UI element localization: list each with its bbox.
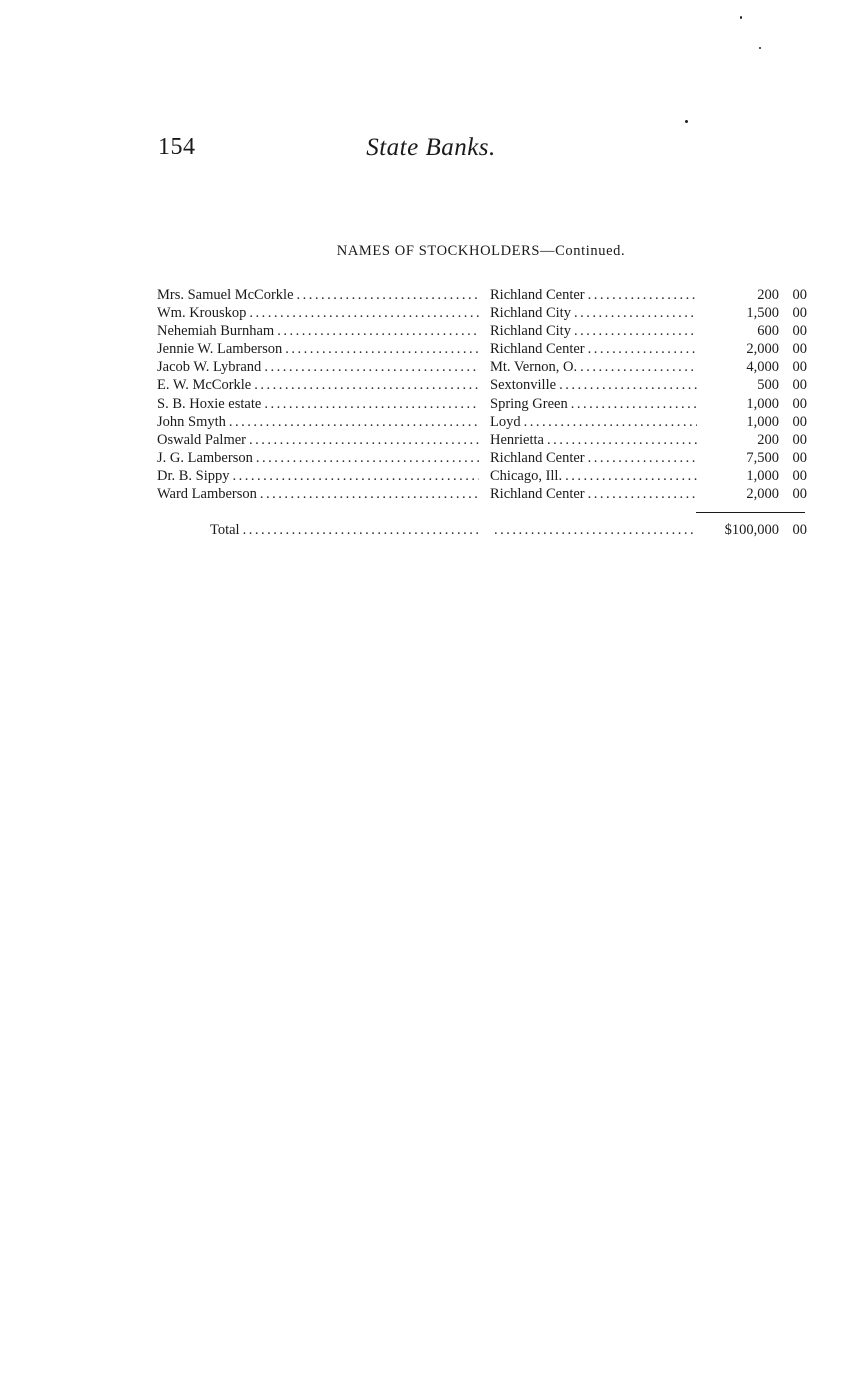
total-row [157, 521, 807, 539]
amount-dollars: 2,000 [746, 341, 779, 358]
amount-cents: 00 [792, 377, 807, 394]
amount-cents: 00 [792, 341, 807, 358]
table-row [157, 449, 807, 467]
name-cell [157, 467, 479, 485]
amount-dollars: 4,000 [746, 359, 779, 376]
section-title: NAMES OF STOCKHOLDERS—Continued. [336, 243, 626, 259]
dot-leader [254, 376, 479, 394]
stockholder-name: Mrs. Samuel McCorkle [157, 287, 294, 303]
stockholders-rows [157, 286, 807, 503]
stockholder-name: Oswald Palmer [157, 431, 246, 448]
amount-cents: 00 [792, 431, 807, 448]
name-cell [157, 304, 479, 322]
dot-leader [571, 395, 697, 413]
stockholder-residence: Loyd [490, 413, 521, 430]
running-title: State Banks. [366, 134, 496, 161]
name-cell [157, 322, 479, 340]
name-cell [157, 413, 479, 431]
table-row [157, 467, 807, 485]
stockholder-name: S. B. Hoxie estate [157, 395, 262, 412]
dot-leader [249, 304, 479, 322]
stockholder-name: Jennie W. Lamberson [157, 341, 283, 358]
dot-leader [547, 431, 697, 449]
dot-leader [588, 286, 697, 304]
residence-cell [490, 376, 697, 394]
residence-cell [490, 431, 697, 449]
amount-dollars: 1,000 [746, 413, 779, 430]
amount-cents: 00 [792, 467, 807, 484]
amount-dollars: 2,000 [746, 486, 779, 503]
residence-cell [490, 286, 697, 304]
dot-leader [494, 521, 697, 539]
table-row [157, 322, 807, 340]
stockholder-residence: Chicago, Ill. [490, 467, 563, 484]
amount-cents: 00 [792, 323, 807, 340]
stockholder-name: Nehemiah Burnham [157, 323, 275, 340]
amount-dollars: 200 [757, 287, 779, 303]
stockholder-name: Ward Lamberson [157, 486, 257, 503]
dot-leader [574, 304, 697, 322]
total-label: Total [210, 522, 240, 538]
total-rule [696, 512, 805, 513]
residence-cell [490, 322, 697, 340]
total-dollars: $100,000 [724, 522, 779, 538]
amount-dollars: 1,500 [746, 305, 779, 322]
dot-leader [277, 322, 479, 340]
stockholder-name: Wm. Krouskop [157, 305, 247, 322]
amount-dollars: 200 [757, 431, 779, 448]
dot-leader [285, 340, 479, 358]
stockholder-residence: Richland Center [490, 287, 585, 303]
name-cell [157, 358, 479, 376]
total-label-cell [210, 521, 479, 539]
amount-cents: 00 [792, 413, 807, 430]
dot-leader [588, 485, 697, 503]
dot-leader [264, 358, 479, 376]
dot-leader [524, 413, 697, 431]
print-speck [685, 120, 688, 123]
stockholder-residence: Richland Center [490, 341, 585, 358]
amount-dollars: 1,000 [746, 395, 779, 412]
stockholder-residence: Richland City [490, 305, 571, 322]
name-cell [157, 376, 479, 394]
residence-cell [490, 304, 697, 322]
table-row [157, 413, 807, 431]
print-speck [740, 16, 742, 19]
stockholder-name: John Smyth [157, 413, 226, 430]
residence-cell [490, 358, 697, 376]
dot-leader [249, 431, 479, 449]
stockholder-name: J. G. Lamberson [157, 449, 253, 466]
amount-dollars: 600 [757, 323, 779, 340]
stockholder-residence: Mt. Vernon, O. [490, 359, 578, 376]
name-cell [157, 340, 479, 358]
table-row [157, 304, 807, 322]
amount-cents: 00 [792, 395, 807, 412]
total-cents: 00 [792, 522, 807, 538]
name-cell [157, 286, 479, 304]
stockholder-name: E. W. McCorkle [157, 377, 252, 394]
amount-cents: 00 [792, 359, 807, 376]
dot-leader [588, 340, 697, 358]
dot-leader [588, 449, 697, 467]
dot-leader [229, 413, 479, 431]
residence-cell [490, 413, 697, 431]
table-row [157, 431, 807, 449]
dot-leader [580, 358, 697, 376]
amount-dollars: 1,000 [746, 467, 779, 484]
stockholder-residence: Henrietta [490, 431, 544, 448]
dot-leader [256, 449, 479, 467]
dot-leader [243, 521, 479, 539]
amount-dollars: 500 [757, 377, 779, 394]
stockholder-name: Jacob W. Lybrand [157, 359, 262, 376]
name-cell [157, 485, 479, 503]
dot-leader [260, 485, 479, 503]
dot-leader [264, 395, 479, 413]
stockholder-residence: Richland Center [490, 486, 585, 503]
dot-leader [565, 467, 697, 485]
name-cell [157, 449, 479, 467]
residence-cell [490, 449, 697, 467]
stockholder-residence: Richland Center [490, 449, 585, 466]
total-residence-cell [494, 521, 697, 539]
dot-leader [574, 322, 697, 340]
stockholders-table [157, 286, 807, 538]
stockholder-residence: Richland City [490, 323, 571, 340]
page-number: 154 [158, 134, 196, 160]
dot-leader [233, 467, 479, 485]
amount-dollars: 7,500 [746, 449, 779, 466]
table-row [157, 340, 807, 358]
name-cell [157, 395, 479, 413]
stockholder-residence: Sextonville [490, 377, 557, 394]
amount-cents: 00 [792, 486, 807, 503]
dot-leader [559, 376, 697, 394]
amount-cents: 00 [792, 305, 807, 322]
stockholder-residence: Spring Green [490, 395, 568, 412]
table-row [157, 286, 807, 304]
residence-cell [490, 340, 697, 358]
amount-cents: 00 [792, 449, 807, 466]
residence-cell [490, 467, 697, 485]
print-speck [759, 47, 761, 49]
table-row [157, 395, 807, 413]
dot-leader [297, 286, 479, 304]
residence-cell [490, 485, 697, 503]
table-row [157, 358, 807, 376]
table-row [157, 485, 807, 503]
amount-cents: 00 [792, 287, 807, 303]
residence-cell [490, 395, 697, 413]
name-cell [157, 431, 479, 449]
table-row [157, 376, 807, 394]
stockholder-name: Dr. B. Sippy [157, 467, 230, 484]
